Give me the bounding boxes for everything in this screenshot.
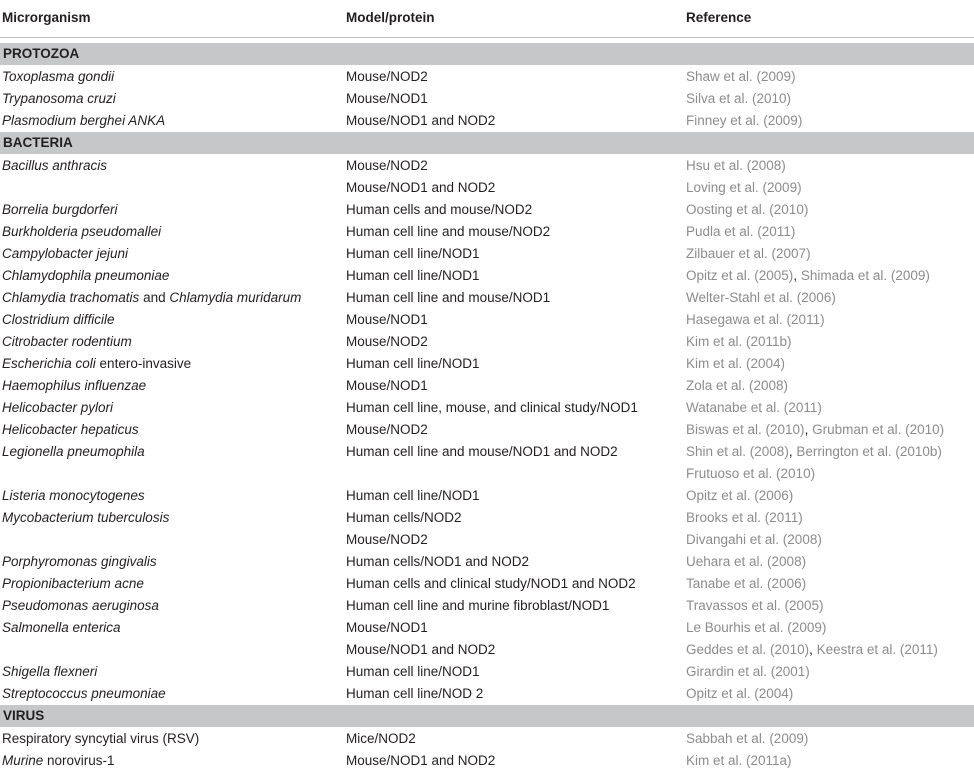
organism-text: Chlamydia trachomatis bbox=[2, 290, 140, 305]
cell-model-protein: Mouse/NOD1 and NOD2 bbox=[346, 753, 496, 768]
cell-model-protein: Mouse/NOD1 and NOD2 bbox=[346, 180, 496, 195]
reference-link[interactable]: Travassos et al. (2005) bbox=[686, 598, 824, 613]
organism-text: Mycobacterium tuberculosis bbox=[2, 510, 170, 525]
organism-text: Legionella pneumophila bbox=[2, 444, 145, 459]
cell-microorganism bbox=[2, 91, 116, 106]
cell-reference bbox=[686, 224, 795, 239]
reference-link[interactable]: Zilbauer et al. (2007) bbox=[686, 246, 811, 261]
reference-link[interactable]: Tanabe et al. (2006) bbox=[686, 576, 807, 591]
section-title: VIRUS bbox=[3, 708, 45, 723]
reference-link[interactable]: Shimada et al. (2009) bbox=[800, 268, 930, 283]
reference-link[interactable]: Brooks et al. (2011) bbox=[686, 510, 803, 525]
cell-microorganism bbox=[2, 224, 161, 239]
table-row bbox=[0, 264, 974, 286]
table-row bbox=[0, 308, 974, 330]
cell-reference bbox=[686, 753, 792, 768]
cell-model-protein: Human cell line/NOD1 bbox=[346, 664, 480, 679]
cell-model-protein: Mouse/NOD2 bbox=[346, 422, 428, 437]
reference-link[interactable]: Kim et al. (2004) bbox=[686, 356, 786, 371]
organism-text: and bbox=[139, 290, 170, 305]
cell-model-protein: Mouse/NOD1 bbox=[346, 312, 428, 327]
cell-reference bbox=[686, 466, 815, 481]
table-row bbox=[0, 616, 974, 638]
header-model-protein: Model/protein bbox=[346, 10, 435, 25]
organism-text: Porphyromonas gingivalis bbox=[2, 554, 157, 569]
reference-separator: , bbox=[809, 642, 817, 657]
cell-model-protein: Human cell line/NOD1 bbox=[346, 488, 480, 503]
reference-link[interactable]: Grubman et al. (2010) bbox=[812, 422, 945, 437]
cell-model-protein: Human cell line and mouse/NOD2 bbox=[346, 224, 551, 239]
cell-reference bbox=[686, 69, 796, 84]
cell-microorganism bbox=[2, 400, 113, 415]
reference-link[interactable]: Loving et al. (2009) bbox=[686, 180, 802, 195]
cell-model-protein: Human cells and clinical study/NOD1 and NOD2 bbox=[346, 576, 636, 591]
reference-link[interactable]: Biswas et al. (2010) bbox=[686, 422, 805, 437]
table-row bbox=[0, 286, 974, 308]
cell-model-protein: Mouse/NOD1 bbox=[346, 91, 428, 106]
organism-text: Shigella flexneri bbox=[2, 664, 98, 679]
table-row bbox=[0, 330, 974, 352]
header-reference: Reference bbox=[686, 10, 752, 25]
cell-microorganism bbox=[2, 753, 115, 768]
table-row bbox=[0, 506, 974, 528]
organism-text: Respiratory syncytial virus (RSV) bbox=[2, 731, 200, 746]
cell-reference bbox=[686, 510, 803, 525]
cell-model-protein: Mouse/NOD1 bbox=[346, 378, 428, 393]
reference-link[interactable]: Keestra et al. (2011) bbox=[816, 642, 938, 657]
cell-model-protein: Mouse/NOD2 bbox=[346, 158, 428, 173]
cell-reference bbox=[686, 334, 792, 349]
reference-link[interactable]: Shaw et al. (2009) bbox=[686, 69, 796, 84]
cell-reference bbox=[686, 268, 930, 283]
cell-model-protein: Human cell line and murine fibroblast/NOD1 bbox=[346, 598, 610, 613]
reference-link[interactable]: Kim et al. (2011a) bbox=[686, 753, 792, 768]
cell-microorganism bbox=[2, 356, 191, 371]
table-body bbox=[0, 43, 974, 771]
cell-reference bbox=[686, 620, 826, 635]
cell-reference bbox=[686, 422, 944, 437]
table-row bbox=[0, 198, 974, 220]
table-row bbox=[0, 87, 974, 109]
cell-microorganism bbox=[2, 378, 146, 393]
cell-model-protein: Mouse/NOD2 bbox=[346, 69, 428, 84]
cell-reference bbox=[686, 246, 811, 261]
organism-text: Chlamydia muridarum bbox=[169, 290, 302, 305]
reference-link[interactable]: Pudla et al. (2011) bbox=[686, 224, 796, 239]
reference-separator: , bbox=[788, 444, 797, 459]
cell-model-protein: Mouse/NOD1 and NOD2 bbox=[346, 113, 496, 128]
cell-microorganism bbox=[2, 268, 169, 283]
cell-microorganism bbox=[2, 598, 159, 613]
reference-link[interactable]: Geddes et al. (2010) bbox=[686, 642, 810, 657]
reference-link[interactable]: Finney et al. (2009) bbox=[686, 113, 803, 128]
cell-model-protein: Mouse/NOD1 bbox=[346, 620, 428, 635]
table-row bbox=[0, 440, 974, 462]
organism-text: entero-invasive bbox=[95, 356, 192, 371]
cell-microorganism bbox=[2, 664, 97, 679]
cell-reference bbox=[686, 598, 824, 613]
reference-link[interactable]: Opitz et al. (2006) bbox=[686, 488, 794, 503]
cell-microorganism bbox=[2, 334, 132, 349]
table-row bbox=[0, 462, 974, 484]
table-row bbox=[0, 374, 974, 396]
cell-model-protein: Human cell line, mouse, and clinical study/NOD1 bbox=[346, 400, 638, 415]
reference-link[interactable]: Hsu et al. (2008) bbox=[686, 158, 786, 173]
cell-reference bbox=[686, 312, 825, 327]
table-row bbox=[0, 176, 974, 198]
cell-reference bbox=[686, 576, 806, 591]
cell-reference bbox=[686, 554, 806, 569]
table-row bbox=[0, 638, 974, 660]
table-row bbox=[0, 727, 974, 749]
reference-link[interactable]: Kim et al. (2011b) bbox=[686, 334, 792, 349]
organism-text: Borrelia burgdorferi bbox=[2, 202, 118, 217]
cell-model-protein: Mouse/NOD2 bbox=[346, 532, 428, 547]
table-row bbox=[0, 749, 974, 771]
cell-microorganism bbox=[2, 444, 145, 459]
table-row bbox=[0, 109, 974, 131]
cell-microorganism bbox=[2, 290, 301, 305]
organism-text: Helicobacter pylori bbox=[2, 400, 114, 415]
organism-text: Murine bbox=[2, 753, 44, 768]
cell-model-protein: Human cell line/NOD 2 bbox=[346, 686, 484, 701]
organism-text: Chlamydophila pneumoniae bbox=[2, 268, 170, 283]
reference-link[interactable]: Silva et al. (2010) bbox=[686, 91, 792, 106]
cell-microorganism bbox=[2, 488, 145, 503]
organism-text: Plasmodium berghei ANKA bbox=[2, 113, 166, 128]
reference-link[interactable]: Welter-Stahl et al. (2006) bbox=[686, 290, 836, 305]
reference-separator: , bbox=[793, 268, 801, 283]
cell-reference bbox=[686, 180, 802, 195]
cell-model-protein: Human cell line and mouse/NOD1 and NOD2 bbox=[346, 444, 618, 459]
table-header bbox=[0, 0, 974, 38]
table-row bbox=[0, 418, 974, 440]
cell-model-protein: Human cells and mouse/NOD2 bbox=[346, 202, 533, 217]
table-row bbox=[0, 352, 974, 374]
cell-reference bbox=[686, 202, 808, 217]
cell-model-protein: Mouse/NOD2 bbox=[346, 334, 428, 349]
cell-model-protein: Human cell line/NOD1 bbox=[346, 246, 480, 261]
cell-microorganism bbox=[2, 246, 128, 261]
cell-reference bbox=[686, 642, 938, 657]
organism-text: norovirus-1 bbox=[43, 753, 115, 768]
cell-reference bbox=[686, 113, 802, 128]
cell-microorganism bbox=[2, 576, 144, 591]
cell-reference bbox=[686, 378, 788, 393]
table-row bbox=[0, 154, 974, 176]
cell-model-protein: Human cell line/NOD1 bbox=[346, 268, 480, 283]
reference-link[interactable]: Berrington et al. (2010b) bbox=[796, 444, 942, 459]
cell-microorganism bbox=[2, 422, 139, 437]
reference-link[interactable]: Shin et al. (2008) bbox=[686, 444, 789, 459]
organism-text: Citrobacter rodentium bbox=[2, 334, 132, 349]
reference-link[interactable]: Opitz et al. (2004) bbox=[686, 686, 794, 701]
reference-link[interactable]: Oosting et al. (2010) bbox=[686, 202, 809, 217]
cell-reference bbox=[686, 356, 785, 371]
cell-reference bbox=[686, 290, 836, 305]
cell-model-protein: Mice/NOD2 bbox=[346, 731, 416, 746]
reference-link[interactable]: Divangahi et al. (2008) bbox=[686, 532, 822, 547]
section-header bbox=[0, 132, 974, 154]
organism-text: Toxoplasma gondii bbox=[2, 69, 115, 84]
organism-text: Propionibacterium acne bbox=[2, 576, 144, 591]
organism-text: Escherichia coli bbox=[2, 356, 96, 371]
cell-microorganism bbox=[2, 312, 115, 327]
organism-text: Campylobacter jejuni bbox=[2, 246, 129, 261]
cell-reference bbox=[686, 158, 786, 173]
cell-model-protein: Human cell line and mouse/NOD1 bbox=[346, 290, 551, 305]
cell-microorganism bbox=[2, 620, 121, 635]
reference-link[interactable]: Sabbah et al. (2009) bbox=[686, 731, 809, 746]
cell-microorganism bbox=[2, 113, 165, 128]
organism-text: Bacillus anthracis bbox=[2, 158, 108, 173]
cell-microorganism bbox=[2, 686, 166, 701]
reference-link[interactable]: Zola et al. (2008) bbox=[686, 378, 789, 393]
reference-link[interactable]: Frutuoso et al. (2010) bbox=[686, 466, 816, 481]
reference-link[interactable]: Girardin et al. (2001) bbox=[686, 664, 810, 679]
table-row bbox=[0, 660, 974, 682]
table-row bbox=[0, 682, 974, 704]
cell-microorganism bbox=[2, 510, 169, 525]
section-title: BACTERIA bbox=[3, 135, 73, 150]
table-row bbox=[0, 396, 974, 418]
header-microrganism: Microrganism bbox=[2, 10, 91, 25]
organism-text: Haemophilus influenzae bbox=[2, 378, 147, 393]
organism-text: Pseudomonas aeruginosa bbox=[2, 598, 159, 613]
organism-text: Clostridium difficile bbox=[2, 312, 115, 327]
cell-microorganism bbox=[2, 554, 157, 569]
cell-reference bbox=[686, 91, 791, 106]
table-row bbox=[0, 528, 974, 550]
section-header bbox=[0, 705, 974, 727]
cell-microorganism bbox=[2, 202, 118, 217]
organism-text: Listeria monocytogenes bbox=[2, 488, 145, 503]
cell-reference bbox=[686, 686, 793, 701]
cell-microorganism bbox=[2, 69, 114, 84]
organism-text: Streptococcus pneumoniae bbox=[2, 686, 166, 701]
cell-reference bbox=[686, 731, 808, 746]
cell-microorganism bbox=[2, 731, 199, 746]
organism-text: Salmonella enterica bbox=[2, 620, 121, 635]
reference-link[interactable]: Uehara et al. (2008) bbox=[686, 554, 807, 569]
organism-text: Helicobacter hepaticus bbox=[2, 422, 139, 437]
table-row bbox=[0, 572, 974, 594]
reference-link[interactable]: Watanabe et al. (2011) bbox=[686, 400, 822, 415]
reference-link[interactable]: Hasegawa et al. (2011) bbox=[686, 312, 825, 327]
organism-text: Burkholderia pseudomallei bbox=[2, 224, 162, 239]
cell-reference bbox=[686, 532, 822, 547]
table-row bbox=[0, 65, 974, 87]
reference-link[interactable]: Opitz et al. (2005) bbox=[686, 268, 794, 283]
cell-model-protein: Human cells/NOD2 bbox=[346, 510, 462, 525]
table-row bbox=[0, 550, 974, 572]
section-title: PROTOZOA bbox=[3, 46, 80, 61]
cell-model-protein: Human cells/NOD1 and NOD2 bbox=[346, 554, 530, 569]
cell-microorganism bbox=[2, 158, 107, 173]
table-row bbox=[0, 594, 974, 616]
cell-reference bbox=[686, 488, 793, 503]
reference-link[interactable]: Le Bourhis et al. (2009) bbox=[686, 620, 827, 635]
cell-reference bbox=[686, 444, 942, 459]
cell-model-protein: Human cell line/NOD1 bbox=[346, 356, 480, 371]
cell-reference bbox=[686, 664, 810, 679]
table-row bbox=[0, 242, 974, 264]
section-header bbox=[0, 43, 974, 65]
reference-separator: , bbox=[804, 422, 813, 437]
cell-model-protein: Mouse/NOD1 and NOD2 bbox=[346, 642, 496, 657]
cell-reference bbox=[686, 400, 822, 415]
organism-text: Trypanosoma cruzi bbox=[2, 91, 116, 106]
table-row bbox=[0, 220, 974, 242]
table-row bbox=[0, 484, 974, 506]
